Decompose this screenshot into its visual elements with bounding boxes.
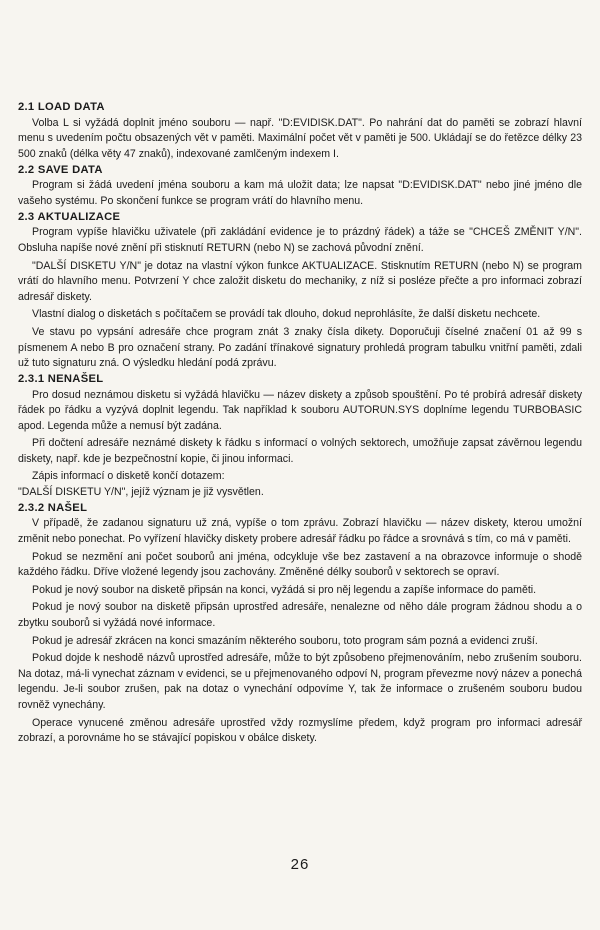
section-nenasel [18, 372, 582, 501]
paragraph: Při dočtení adresáře neznámé diskety k řádku s informací o volných sektorech, umožňuje zapsat závěrnou legendu diskety, např. kde je bezpečnostní kopie, či jinou informaci. [18, 437, 582, 465]
paragraph: Program si žádá uvedení jména souboru a kam má uložit data; lze napsat "D:EVIDISK.DAT" nebo jiné jméno dle vašeho systému. Po skončení funkce se program vrátí do hlavního menu. [18, 179, 582, 207]
paragraph: Operace vynucené změnou adresáře uprostřed vždy rozmyslíme předem, když program pro informaci adresář zobrazí, a porovnáme ho se stávající popiskou v obálce diskety. [18, 716, 582, 745]
paragraph: Pokud dojde k neshodě názvů uprostřed adresáře, může to být způsobeno přejmenováním, nebo zrušením souboru. Na dotaz, má-li vynechat záznam v evidenci, se u přejmenovaného odpoví N, program převezme nový název a ponechá legendu. Je-li soubor zrušen, pak na dotaz o vynechání odpovíme Y, tak že informace o zrušeném souboru budou rovněž vynechány. [18, 652, 582, 711]
section-heading: 2.3 AKTUALIZACE [18, 210, 121, 223]
paragraph: "DALŠÍ DISKETU Y/N" je dotaz na vlastní výkon funkce AKTUALIZACE. Stisknutím RETURN (nebo N) se program vrátí do hlavního menu. Potvrzení Y chce založit disketu do mechaniky, z níž si posléze přečte a pro informaci zobrazí adresář diskety. [18, 259, 582, 303]
section-heading: 2.3.2 NAŠEL [18, 501, 88, 514]
section-heading: 2.1 LOAD DATA [18, 101, 105, 113]
paragraph: Pokud je adresář zkrácen na konci smazáním některého souboru, toto program sám pozná a evidenci zruší. [32, 634, 538, 647]
paragraph: V případě, že zadanou signaturu už zná, vypíše o tom zprávu. Zobrazí hlavičku — název diskety, kterou umožní změnit nebo ponechat. Po vyřízení hlavičky diskety probere adresář řádku po řádce a srovnává s tím, co má v paměti. [18, 517, 582, 546]
page-content [18, 100, 582, 747]
section-save-data [18, 163, 582, 210]
paragraph: Volba L si vyžádá doplnit jméno souboru — např. "D:EVIDISK.DAT". Po nahrání dat do paměti se zobrazí hlavní menu s uvedením počtu obsazených vět v paměti. Maximální počet vět v paměti je 500. Ukládají se do řetězce délky 23 500 znaků (délka věty 47 znaků), indexované zamlčeným indexem I. [18, 116, 582, 160]
paragraph: Pokud se nezmění ani počet souborů ani jména, odcykluje vše bez zastavení a na obrazovce informuje o shodě každého řádku. Dříve vložené legendy jsou zachovány. Změněné délky souborů v sektorech se opraví. [18, 550, 582, 579]
paragraph: Vlastní dialog o disketách s počítačem se provádí tak dlouho, dokud neprohlásíte, že další disketu nechcete. [32, 308, 541, 321]
section-load-data [18, 100, 582, 163]
paragraph: Pokud je nový soubor na disketě připsán uprostřed adresáře, nenalezne od něho dále program žádnou shodu a o zbytku souborů si vyžádá nové informace. [18, 601, 582, 630]
paragraph: Pro dosud neznámou disketu si vyžádá hlavičku — název diskety a způsob spouštění. Po té probírá adresář diskety řádek po řádku a vyzývá doplnit legendu. Tak například k souboru AUTORUN.SYS doplníme legendu TURBOBASIC apod. Legenda může a nemusí být zadána. [18, 388, 582, 432]
page-number: 26 [290, 856, 310, 873]
paragraph: Program vypíše hlavičku uživatele (při zakládání evidence je to prázdný řádek) a táže se "CHCEŠ ZMĚNIT Y/N". Obsluha napíše nové znění při stisknutí RETURN (nebo N) se zachová původní znění. [18, 226, 582, 254]
section-aktualizace [18, 210, 582, 372]
paragraph: Ve stavu po vypsání adresáře chce program znát 3 znaky čísla dikety. Doporučuji číselné značení 01 až 99 s písmenem A nebo B pro označení strany. Po zadání třínakové signatury prohledá program tabulku vnitřní paměti, zdali už tuto signaturu zná. O výsledku hledání podá zprávu. [18, 325, 582, 370]
paragraph: "DALŠÍ DISKETU Y/N", jejíž význam je již vysvětlen. [18, 486, 264, 499]
paragraph: Zápis informací o disketě končí dotazem: [32, 470, 225, 483]
paragraph: Pokud je nový soubor na disketě připsán na konci, vyžádá si pro něj legendu a zapíše informace do paměti. [32, 583, 537, 596]
section-heading: 2.3.1 NENAŠEL [18, 372, 104, 385]
section-heading: 2.2 SAVE DATA [18, 163, 103, 176]
section-nasel [18, 501, 582, 747]
